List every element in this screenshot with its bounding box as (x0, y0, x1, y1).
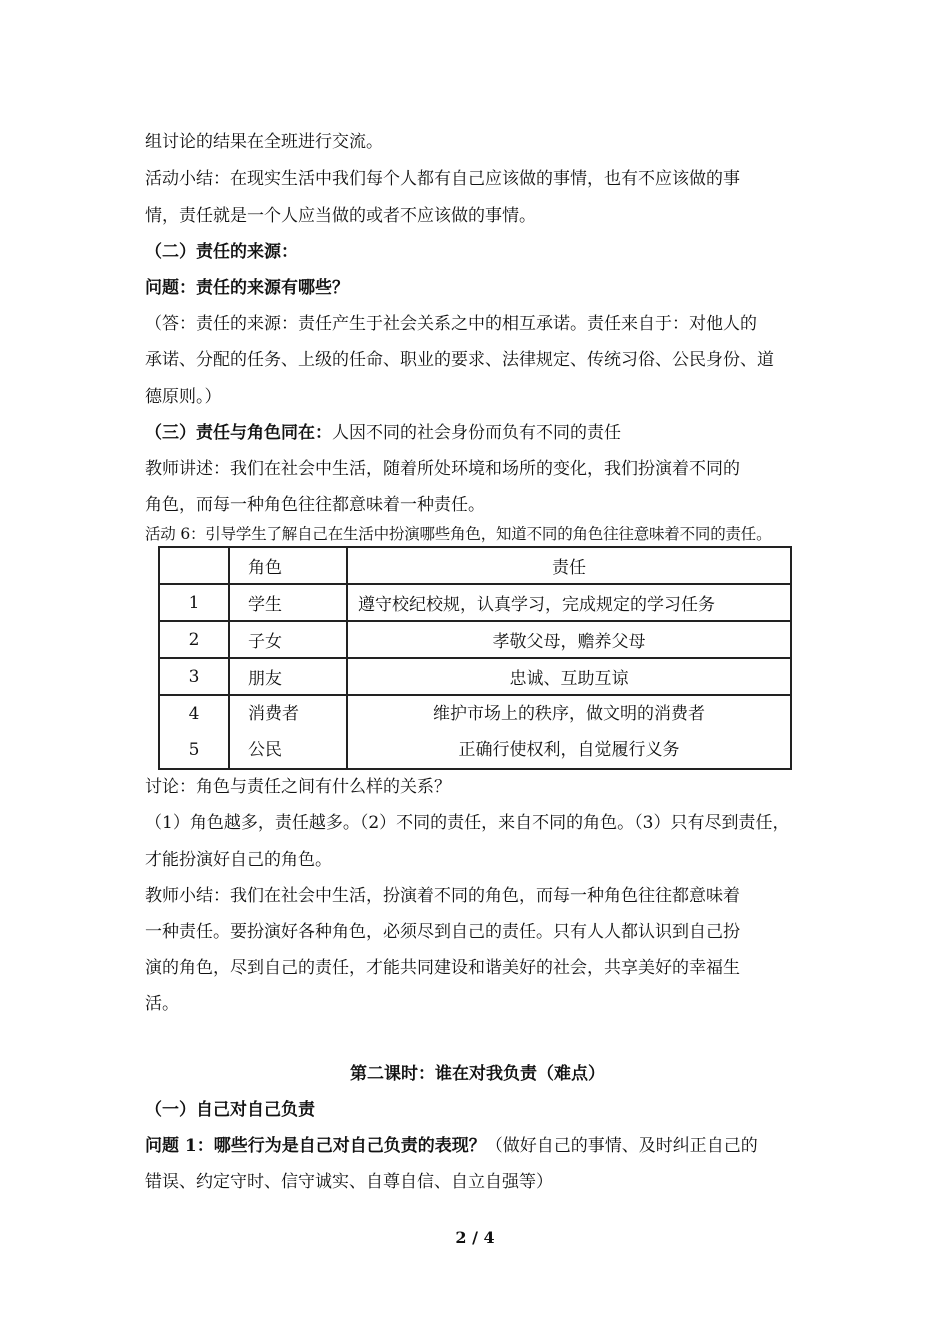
question-1-line (145, 1135, 810, 1157)
table-cell-num: 4 (188, 704, 200, 724)
table-cell-resp: 正确行使权利，自觉履行义务 (458, 740, 680, 760)
question-source: 问题：责任的来源有哪些？ (145, 278, 349, 298)
answer-line: （答：责任的来源：责任产生于社会关系之中的相互承诺。责任来自于：对他人的 (145, 314, 757, 334)
table-cell-resp: 遵守校纪校规，认真学习，完成规定的学习任务 (347, 584, 791, 621)
question-1-line-2: 错误、约定守时、信守诚实、自尊自信、自立自强等） (145, 1172, 553, 1192)
question-1-rest: （做好自己的事情、及时纠正自己的 (485, 1136, 758, 1156)
table-cell-role: 公民 (248, 740, 282, 760)
table-row-merged (159, 695, 791, 769)
table-cell-role: 消费者 (248, 704, 299, 724)
table-cell-role: 朋友 (229, 658, 347, 695)
teacher-summary-line: 教师小结：我们在社会中生活，扮演着不同的角色，而每一种角色往往都意味着 (145, 886, 740, 906)
table-cell-resp-stack (347, 695, 791, 769)
section-heading-source: （二）责任的来源： (145, 242, 298, 262)
teacher-summary-line: 活。 (145, 994, 179, 1014)
question-1-bold: 问题 1：哪些行为是自己对自己负责的表现？ (145, 1136, 486, 1156)
table-row (159, 621, 791, 658)
page-number: 2 / 4 (455, 1228, 495, 1247)
teacher-narration-line: 教师讲述：我们在社会中生活，随着所处环境和场所的变化，我们扮演着不同的 (145, 459, 740, 479)
activity-6-line: 活动 6：引导学生了解自己在生活中扮演哪些角色，知道不同的角色往往意味着不同的责任。 (145, 525, 772, 543)
section-heading-role (145, 422, 810, 444)
discussion-answer-line: （1）角色越多，责任越多。（2）不同的责任，来自不同的角色。（3）只有尽到责任， (145, 813, 790, 833)
table-cell-num: 2 (159, 621, 229, 658)
activity-summary-line: 活动小结：在现实生活中我们每个人都有自己应该做的事情，也有不应该做的事 (145, 169, 740, 189)
table-cell-role: 学生 (229, 584, 347, 621)
roles-responsibilities-table (158, 546, 792, 770)
lesson-2-title: 第二课时：谁在对我负责（难点） (350, 1064, 605, 1084)
section-heading-role-bold: （三）责任与角色同在： (145, 423, 332, 443)
section-heading-role-rest: 人因不同的社会身份而负有不同的责任 (332, 423, 621, 443)
activity-summary-line: 情，责任就是一个人应当做的或者不应该做的事情。 (145, 206, 536, 226)
answer-line: 承诺、分配的任务、上级的任命、职业的要求、法律规定、传统习俗、公民身份、道 (145, 350, 774, 370)
discussion-answer-line: 才能扮演好自己的角色。 (145, 850, 332, 870)
teacher-summary-line: 一种责任。要扮演好各种角色，必须尽到自己的责任。只有人人都认识到自己扮 (145, 922, 740, 942)
table-header-row (159, 547, 791, 584)
table-row (159, 584, 791, 621)
discussion-question: 讨论：角色与责任之间有什么样的关系？ (145, 777, 451, 797)
table-cell-num-stack (159, 695, 229, 769)
teacher-summary-line: 演的角色，尽到自己的责任，才能共同建设和谐美好的社会，共享美好的幸福生 (145, 958, 740, 978)
table-row (159, 658, 791, 695)
table-header-role: 角色 (229, 547, 347, 584)
table-cell-resp: 维护市场上的秩序，做文明的消费者 (433, 704, 705, 724)
table-cell-role: 子女 (229, 621, 347, 658)
table-cell-num: 3 (159, 658, 229, 695)
table-cell-num: 1 (159, 584, 229, 621)
table-header-num (159, 547, 229, 584)
table-cell-num: 5 (188, 740, 200, 760)
teacher-narration-line: 角色，而每一种角色往往都意味着一种责任。 (145, 495, 485, 515)
section-heading-self: （一）自己对自己负责 (145, 1100, 315, 1120)
table-cell-resp: 忠诚、互助互谅 (347, 658, 791, 695)
table-cell-resp: 孝敬父母，赡养父母 (347, 621, 791, 658)
table-cell-role-stack (229, 695, 347, 769)
answer-line: 德原则。） (145, 387, 222, 407)
paragraph-line: 组讨论的结果在全班进行交流。 (145, 132, 383, 152)
table-header-resp: 责任 (347, 547, 791, 584)
